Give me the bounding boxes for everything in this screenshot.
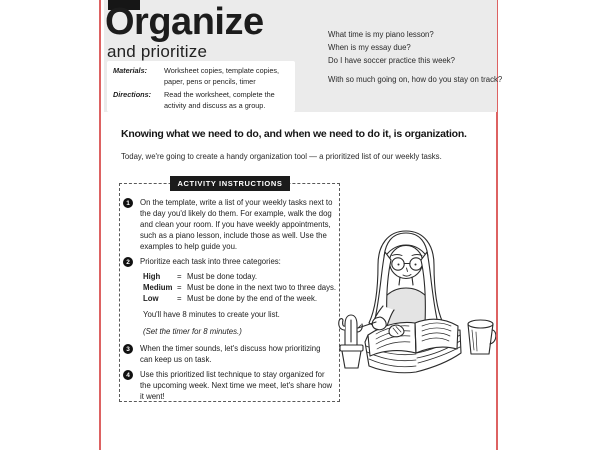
step-item	[123, 369, 335, 402]
priority-level: Low	[143, 294, 159, 303]
step-number-badge: 1	[123, 198, 133, 208]
question-1: What time is my piano lesson?	[328, 30, 434, 39]
header-section	[104, 0, 503, 112]
directions-row	[113, 90, 289, 111]
timer-note: You'll have 8 minutes to create your list.	[143, 310, 280, 319]
page-title: Organize	[105, 1, 264, 43]
question-2: When is my essay due?	[328, 43, 411, 52]
equals-sign: =	[177, 272, 182, 281]
priority-level: High	[143, 272, 161, 281]
question-3: Do I have soccer practice this week?	[328, 56, 455, 65]
intro-body: Today, we're going to create a handy organization tool — a prioritized list of our weekly tasks.	[121, 152, 442, 161]
priority-desc: Must be done in the next two to three days.	[187, 283, 337, 292]
step-item	[123, 197, 335, 252]
activity-banner: ACTIVITY INSTRUCTIONS	[170, 176, 290, 191]
step-item	[123, 343, 335, 365]
equals-sign: =	[177, 294, 182, 303]
step-number-badge: 3	[123, 344, 133, 354]
cactus-icon	[339, 315, 363, 368]
step-text: When the timer sounds, let's discuss how prioritizing can keep us on task.	[140, 344, 321, 364]
step-number-badge: 4	[123, 370, 133, 380]
priority-desc: Must be done today.	[187, 272, 258, 281]
intro-questions	[328, 28, 502, 86]
activity-instructions-box	[119, 179, 340, 402]
directions-label: Directions:	[113, 90, 152, 99]
priority-desc: Must be done by the end of the week.	[187, 294, 318, 303]
step-item	[123, 256, 335, 267]
materials-label: Materials:	[113, 66, 148, 75]
equals-sign: =	[177, 283, 182, 292]
left-trim-line	[99, 0, 101, 450]
timer-aside: (Set the timer for 8 minutes.)	[143, 327, 242, 336]
priority-table	[143, 271, 335, 304]
materials-panel	[107, 61, 295, 112]
priority-level: Medium	[143, 283, 173, 292]
materials-row	[113, 66, 289, 87]
page-subtitle: and prioritize	[107, 42, 208, 61]
illustration-girl-writing	[336, 222, 496, 390]
intro-headline: Knowing what we need to do, and when we need to do it, is organization.	[121, 128, 467, 140]
step-number-badge: 2	[123, 257, 133, 267]
step-text: On the template, write a list of your weekly tasks next to the day you'd likely do them. For example, walk the dog and clean your room. If you have weekly appointments, such as a piano lesson, include those as well. Use the examples to help guide you.	[140, 198, 333, 251]
mug-icon	[468, 320, 496, 354]
step-text: Prioritize each task into three categories:	[140, 257, 281, 266]
question-followup: With so much going on, how do you stay on track?	[328, 75, 503, 84]
materials-value: Worksheet copies, template copies, paper, pens or pencils, timer	[164, 66, 280, 86]
directions-value: Read the worksheet, complete the activity and discuss as a group.	[164, 90, 275, 110]
step-text: Use this prioritized list technique to stay organized for the upcoming week. Next time we meet, let's share how it went!	[140, 370, 333, 401]
